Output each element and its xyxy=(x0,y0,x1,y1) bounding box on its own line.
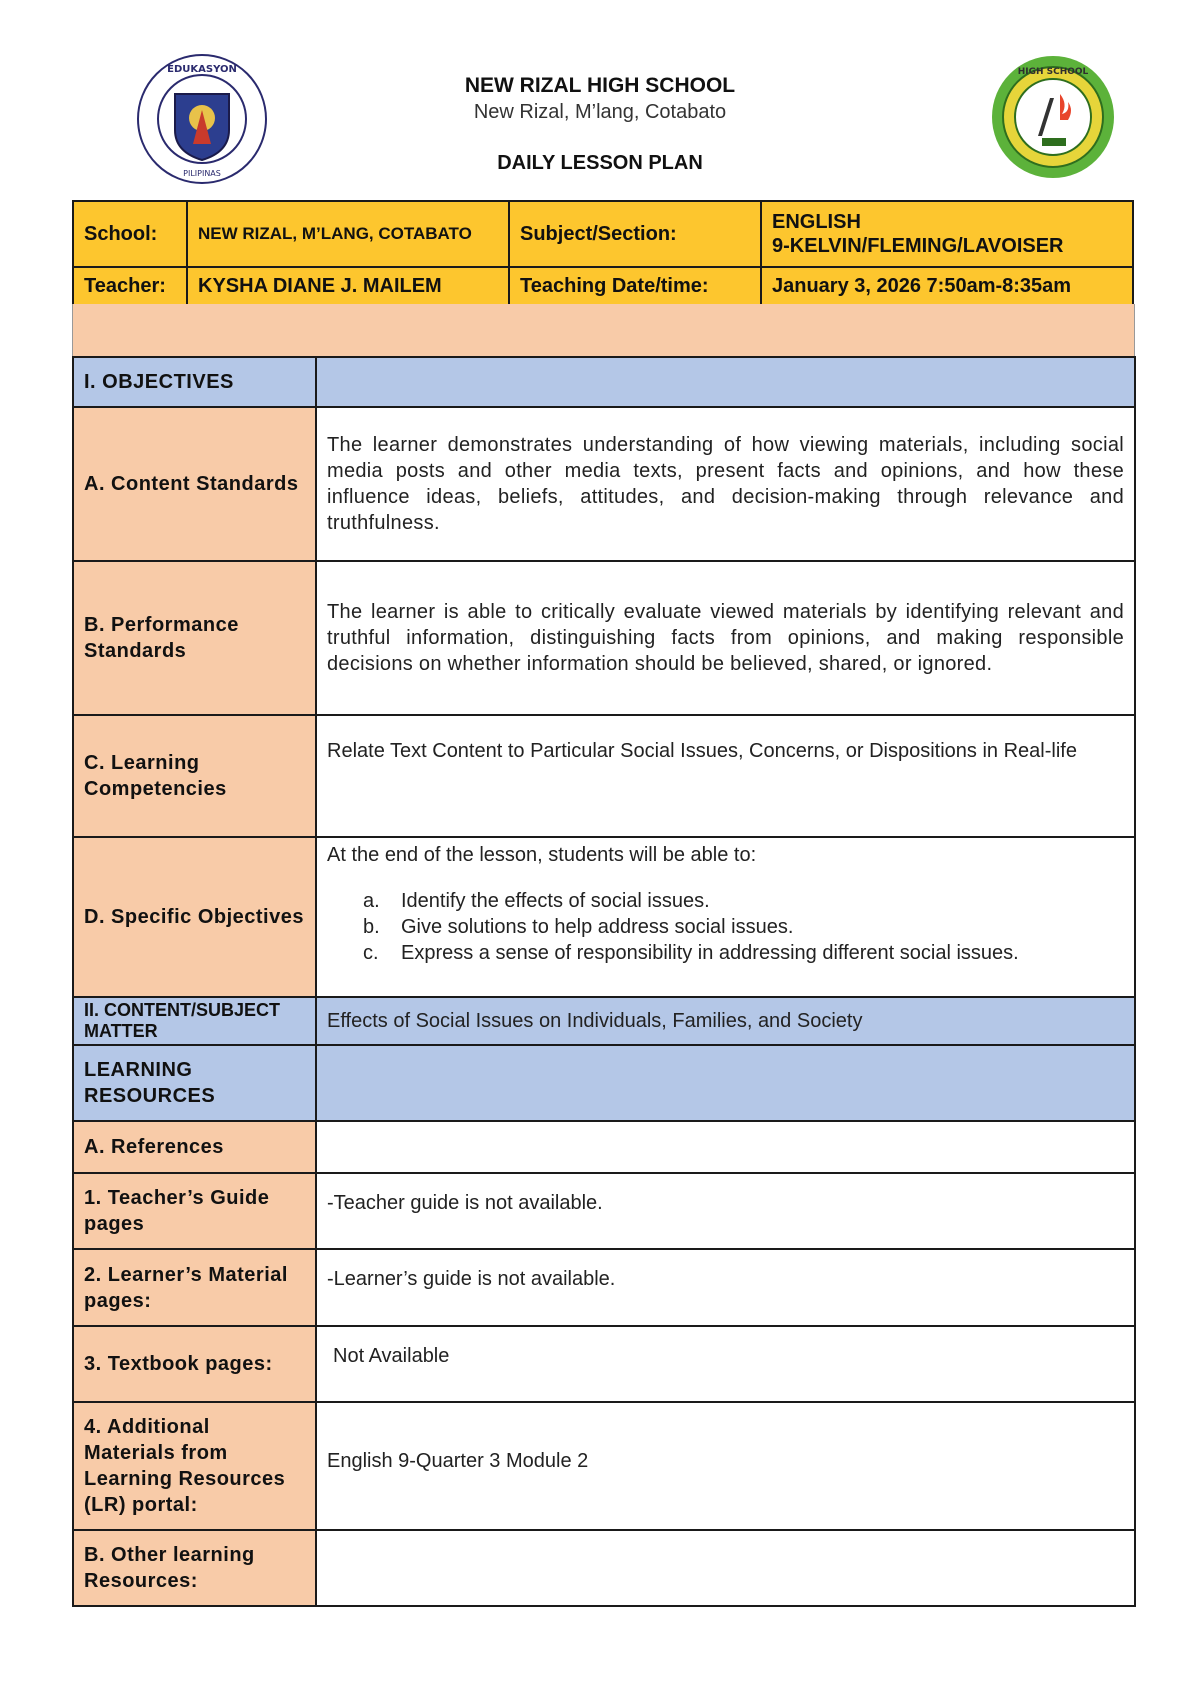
svg-text:HIGH SCHOOL: HIGH SCHOOL xyxy=(1017,67,1089,77)
other-resources-label: B. Other learning Resources: xyxy=(73,1530,316,1606)
date-value: January 3, 2026 7:50am-8:35am xyxy=(761,267,1133,305)
svg-text:EDUKASYON: EDUKASYON xyxy=(167,64,237,75)
objectives-heading-blank xyxy=(316,357,1135,407)
specific-objectives-list xyxy=(327,888,1124,966)
school-value: NEW RIZAL, M’LANG, COTABATO xyxy=(187,201,509,267)
objectives-heading: I. OBJECTIVES xyxy=(73,357,316,407)
competencies-text: Relate Text Content to Particular Social Issues, Concerns, or Dispositions in Real-life xyxy=(316,715,1135,837)
other-resources-blank xyxy=(316,1530,1135,1606)
teacher-label: Teacher: xyxy=(73,267,187,305)
subject-value-line2: 9-KELVIN/FLEMING/LAVOISER xyxy=(772,235,1064,257)
list-item xyxy=(327,940,1124,966)
specific-objectives-intro: At the end of the lesson, students will be able to: xyxy=(327,844,757,866)
subject-value-line1: ENGLISH xyxy=(772,211,861,233)
subject-value xyxy=(761,201,1133,267)
list-item xyxy=(327,888,1124,914)
additional-materials-value: English 9-Quarter 3 Module 2 xyxy=(316,1402,1135,1530)
list-item-text: Identify the effects of social issues. xyxy=(401,890,710,912)
content-standards-label: A. Content Standards xyxy=(73,407,316,561)
list-item xyxy=(327,914,1124,940)
teacher-value: KYSHA DIANE J. MAILEM xyxy=(187,267,509,305)
performance-standards-label: B. Performance Standards xyxy=(73,561,316,715)
list-item-letter: c. xyxy=(363,942,379,964)
list-item-text: Give solutions to help address social issues. xyxy=(401,916,794,938)
content-subject-value: Effects of Social Issues on Individuals, Families, and Society xyxy=(316,997,1135,1045)
teachers-guide-label: 1. Teacher’s Guide pages xyxy=(73,1173,316,1249)
learning-resources-heading: LEARNING RESOURCES xyxy=(73,1045,316,1121)
info-table xyxy=(72,200,1134,306)
performance-standards-text: The learner is able to critically evaluate viewed materials by identifying relevant and truthful information, distinguishing facts from opinions, and making responsible decisions on whether information should be believed, shared, or ignored. xyxy=(316,561,1135,715)
references-blank xyxy=(316,1121,1135,1173)
additional-materials-label: 4. Additional Materials from Learning Resources (LR) portal: xyxy=(73,1402,316,1530)
learners-material-value: -Learner’s guide is not available. xyxy=(316,1249,1135,1326)
content-subject-label: II. CONTENT/SUBJECT MATTER xyxy=(73,997,316,1045)
textbook-value: Not Available xyxy=(316,1326,1135,1402)
date-label: Teaching Date/time: xyxy=(509,267,761,305)
specific-objectives-label: D. Specific Objectives xyxy=(73,837,316,997)
document-title: DAILY LESSON PLAN xyxy=(497,152,703,174)
competencies-label: C. Learning Competencies xyxy=(73,715,316,837)
specific-objectives-cell xyxy=(316,837,1135,997)
deped-seal-icon xyxy=(135,52,269,186)
list-item-letter: a. xyxy=(363,890,380,912)
school-name: NEW RIZAL HIGH SCHOOL xyxy=(464,74,736,97)
learning-resources-blank xyxy=(316,1045,1135,1121)
school-label: School: xyxy=(73,201,187,267)
school-address: New Rizal, M’lang, Cotabato xyxy=(473,101,727,123)
school-seal-icon xyxy=(990,54,1116,180)
section-band xyxy=(72,304,1135,356)
list-item-text: Express a sense of responsibility in addressing different social issues. xyxy=(401,942,1019,964)
list-item-letter: b. xyxy=(363,916,380,938)
svg-text:PILIPINAS: PILIPINAS xyxy=(183,169,221,178)
textbook-label: 3. Textbook pages: xyxy=(73,1326,316,1402)
subject-label: Subject/Section: xyxy=(509,201,761,267)
teachers-guide-value: -Teacher guide is not available. xyxy=(316,1173,1135,1249)
content-standards-text: The learner demonstrates understanding of how viewing materials, including social media posts and other media texts, present facts and opinions, and how these influence ideas, beliefs, attitudes, and decision-making through relevance and truthfulness. xyxy=(316,407,1135,561)
lesson-plan-table xyxy=(72,356,1136,1607)
learners-material-label: 2. Learner’s Material pages: xyxy=(73,1249,316,1326)
references-label: A. References xyxy=(73,1121,316,1173)
